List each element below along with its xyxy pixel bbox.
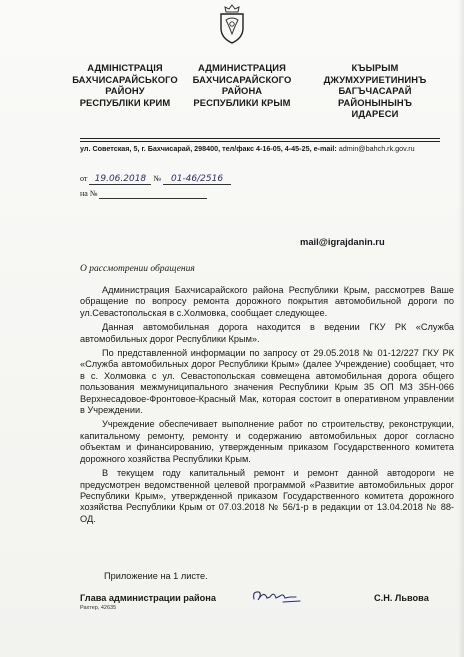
body-paragraph: Данная автомобильная дорога находится в ведении ГКУ РК «Служба автомобильных дорог Республики Крым». (80, 322, 454, 344)
header-ukrainian-line: АДМІНІСТРАЦІЯ (87, 62, 163, 73)
signatory-name: С.Н. Львова (374, 593, 429, 603)
registration-from-label: от (80, 174, 88, 183)
header-russian (172, 62, 312, 108)
attachment-note: Приложение на 1 листе. (104, 571, 208, 581)
header-crimean-tatar-line: ДЖУМХУРИЕТИНИНЪ (323, 73, 427, 85)
header-russian-line: АДМИНИСТРАЦИЯ (198, 62, 286, 73)
header-ukrainian-line: РЕСПУБЛІКИ КРИМ (79, 96, 171, 108)
signatory-title: Глава администрации района (80, 593, 216, 603)
address-text: ул. Советская, 5, г. Бахчисарай, 298400, тел/факс 4-16-05, 4-45-25, e-mail: (80, 144, 339, 153)
recipient-email[interactable]: mail@igrajdanin.ru (300, 236, 385, 247)
scan-edge-shadow (458, 0, 464, 657)
registration-line (80, 174, 231, 185)
body-paragraph: По представленной информации по запросу от 29.05.2018 № 01-12/227 ГКУ РК «Служба автомобильных дорог Республики Крым» (далее Учреждение) сообщает, что в с. Холмовка с ул. Севастопольская совмещена автомобильная дорога общего пользования межмуниципального значения Республики Крым 35 ОП МЗ 35Н-066 Верхнесадовое-Фронтовое-Красный Мак, которая состоит в оперативном управлении в Учреждении. (80, 348, 454, 416)
header-crimean-tatar-line: КЪЫРЫМ (351, 62, 399, 73)
registration-number: 01-46/2516 (170, 174, 224, 184)
executor-note: Рахтер, 42635 (80, 605, 117, 611)
header-russian-line: РАЙОНА (221, 85, 263, 96)
body-paragraph: Учреждение обеспечивает выполнение работ по строительству, реконструкции, капитальному ремонту, ремонту и содержанию автомобильных дорог согласно объектам и финансированию, утвержденным приказом Государственного комитета дорожного хозяйства Республики Крым. (80, 419, 454, 464)
registration-date: 19.06.2018 (94, 174, 147, 184)
header-divider (80, 138, 440, 139)
reply-label: на № (80, 189, 98, 198)
body-paragraph: Администрация Бахчисарайского района Республики Крым, рассмотрев Ваше обращение по вопросу ремонта дорожного покрытия автомобильной дороги по ул.Севастопольская в с.Холмовка, сообщает следующее. (80, 285, 454, 318)
header-russian-line: БАХЧИСАРАЙСКОГО (192, 73, 292, 85)
header-crimean-tatar-line: ИДАРЕСИ (351, 108, 399, 119)
header-crimean-tatar-line: БАГЪЧАСАРАЙ (338, 85, 412, 96)
reply-line (80, 189, 207, 199)
address-line (80, 144, 450, 153)
subject-line: О рассмотрении обращения (80, 264, 195, 274)
header-ukrainian-line: БАХЧИСАРАЙСЬКОГО (72, 73, 178, 85)
header-crimean-tatar (300, 62, 450, 120)
header-divider-thin (80, 141, 440, 142)
header-crimean-tatar-line: РАЙОНЫНЫНЪ (337, 96, 413, 108)
letter-body (80, 285, 454, 528)
body-paragraph: В текущем году капитальный ремонт и ремонт данной автодороги не предусмотрен ведомственной целевой программой «Развитие автомобильных дорог Республики Крым», утвержденной приказом Государственного комитета дорожного хозяйства Республики Крым от 07.03.2018 № 56/1-р в редакции от 13.04.2018 № 88-ОД. (80, 468, 454, 524)
header-ukrainian-line: РАЙОНУ (105, 85, 145, 96)
address-email[interactable]: admin@bahch.rk.gov.ru (338, 144, 415, 153)
coat-of-arms-icon (216, 4, 248, 44)
registration-number-label: № (153, 174, 162, 183)
header-russian-line: РЕСПУБЛИКИ КРЫМ (193, 96, 291, 108)
handwritten-signature (250, 585, 310, 607)
